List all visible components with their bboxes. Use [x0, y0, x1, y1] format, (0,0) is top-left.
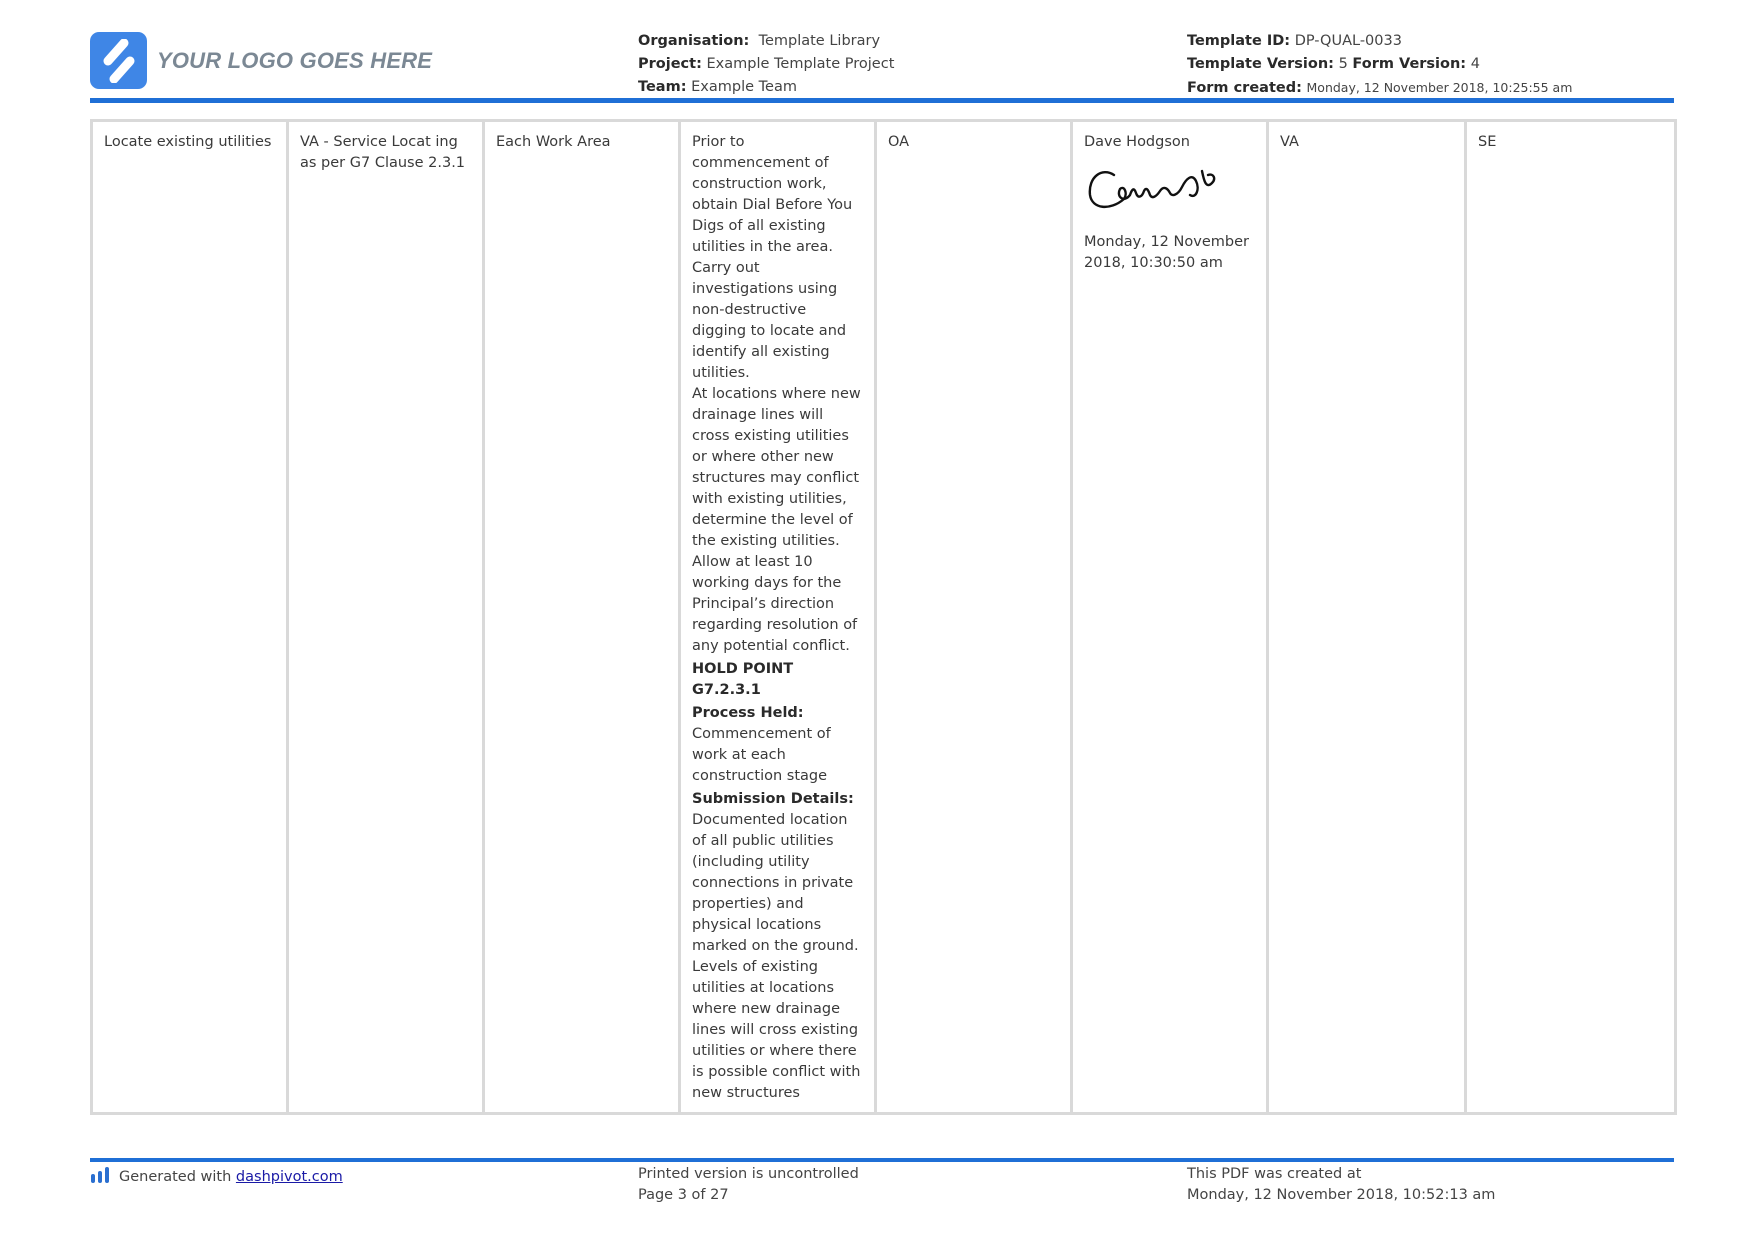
header-template-info — [1187, 30, 1572, 100]
template-id-value: DP-QUAL-0033 — [1294, 33, 1402, 49]
project-value: Example Template Project — [706, 56, 895, 72]
criteria-paragraph: Carry out investigations using non-destructive digging to locate and identify all existing utilities. — [692, 260, 847, 381]
itp-table — [90, 119, 1677, 1115]
organisation-label: Organisation: — [638, 33, 750, 49]
logo — [90, 32, 432, 89]
sign-off-cell — [1072, 121, 1268, 1114]
generated-prefix: Generated with — [119, 1169, 232, 1185]
signature-image — [1084, 159, 1256, 224]
submission-details-label: Submission Details: — [692, 791, 854, 807]
header-divider — [90, 98, 1674, 103]
page-header — [90, 28, 1674, 102]
criteria-cell — [680, 121, 876, 1114]
verification-cell: OA — [876, 121, 1072, 1114]
submission-details-value: Documented location of all public utilities (including utility connections in private properties) and physical locations marked on the ground. Levels of existing utilities at locations where new drainage lines will cross existing utilities or where there is possible conflict with new structures — [692, 812, 861, 1101]
form-version-value: 4 — [1470, 56, 1480, 72]
page-number: Page 3 of 27 — [638, 1187, 729, 1203]
footer-generated — [90, 1164, 343, 1191]
process-held-value: Commencement of work at each construction stage — [692, 726, 831, 784]
signed-timestamp: Monday, 12 November 2018, 10:30:50 am — [1084, 234, 1249, 271]
form-created-label: Form created: — [1187, 80, 1302, 96]
footer-page-info — [638, 1164, 859, 1206]
template-version-value: 5 — [1338, 56, 1348, 72]
logo-text: YOUR LOGO GOES HERE — [157, 47, 433, 73]
form-version-label: Form Version: — [1352, 56, 1467, 72]
reference-cell: VA - Service Locat ing as per G7 Clause 2.3.1 — [288, 121, 484, 1114]
dashpivot-link[interactable]: dashpivot.com — [235, 1169, 343, 1185]
header-project-info — [638, 30, 894, 99]
form-created-value: Monday, 12 November 2018, 10:25:55 am — [1306, 80, 1573, 95]
hold-point-label: HOLD POINT G7.2.3.1 — [692, 661, 794, 698]
criteria-paragraph: Prior to commencement of construction work, obtain Dial Before You Digs of all existing utilities in the area. — [692, 134, 853, 255]
dashpivot-logo-icon — [90, 32, 147, 89]
footer-divider — [90, 1158, 1674, 1162]
activity-cell: Locate existing utilities — [92, 121, 288, 1114]
uncontrolled-notice: Printed version is uncontrolled — [638, 1166, 859, 1182]
project-label: Project: — [638, 56, 702, 72]
frequency-cell: Each Work Area — [484, 121, 680, 1114]
process-held-label: Process Held: — [692, 705, 804, 721]
template-id-label: Template ID: — [1187, 33, 1291, 49]
column-7-cell: VA — [1268, 121, 1466, 1114]
dashpivot-bars-icon — [90, 1166, 112, 1191]
pdf-created-timestamp: Monday, 12 November 2018, 10:52:13 am — [1187, 1187, 1496, 1203]
column-8-cell: SE — [1466, 121, 1676, 1114]
team-value: Example Team — [691, 79, 797, 95]
pdf-created-label: This PDF was created at — [1187, 1166, 1362, 1182]
team-label: Team: — [638, 79, 687, 95]
template-version-label: Template Version: — [1187, 56, 1334, 72]
footer-created-info — [1187, 1164, 1495, 1206]
signer-name: Dave Hodgson — [1084, 134, 1190, 150]
criteria-paragraph: At locations where new drainage lines will cross existing utilities or where other new structures may conflict with existing utilities, determine the level of the existing utilities. Allow at least 10 working days for the Principal’s direction regarding resolution of any potential conflict. — [692, 386, 861, 654]
organisation-value: Template Library — [758, 33, 881, 49]
table-row — [92, 121, 1676, 1114]
